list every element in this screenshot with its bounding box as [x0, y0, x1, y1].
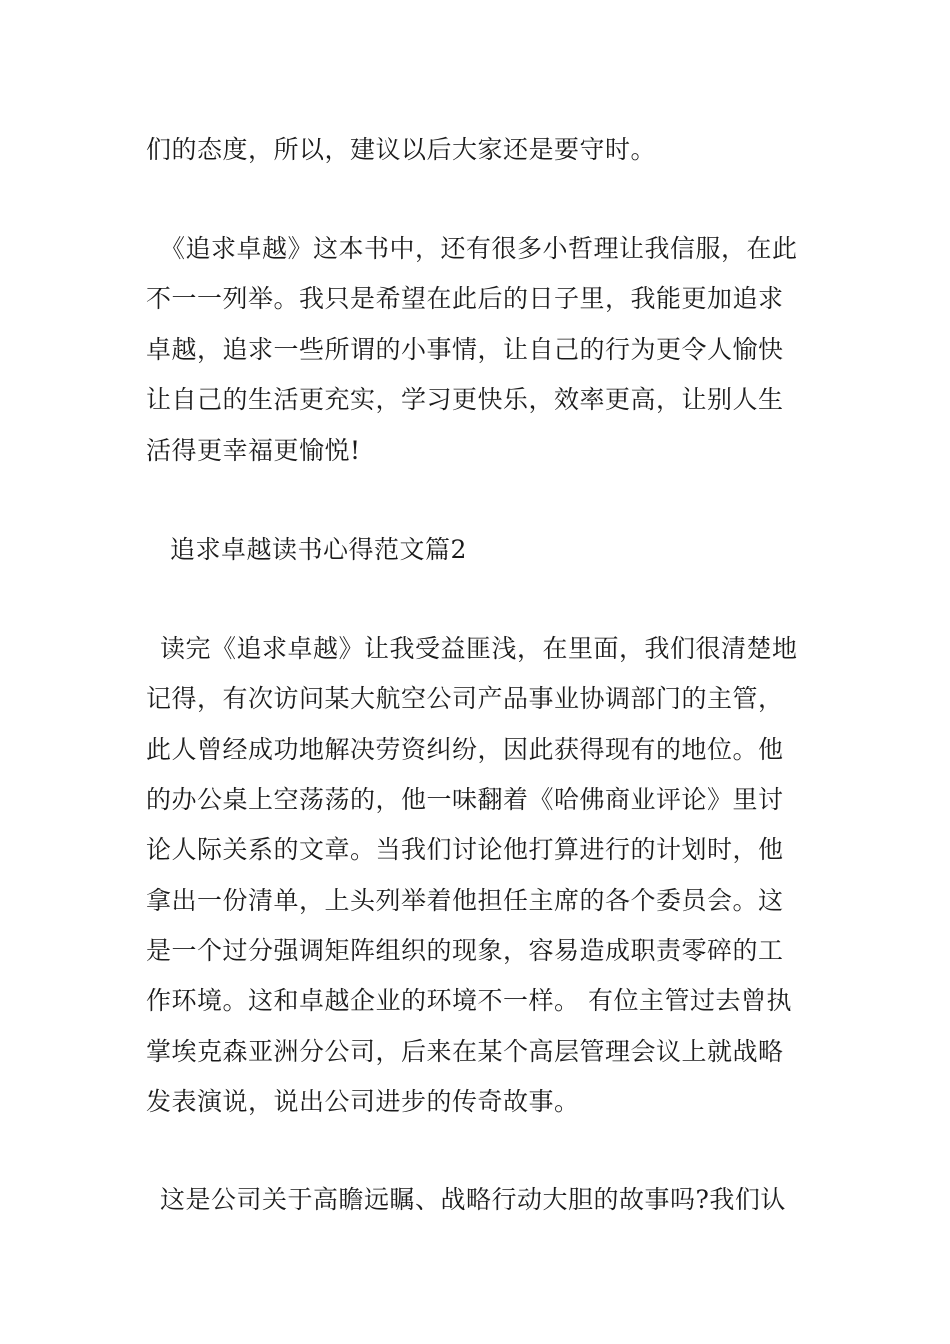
paragraph-line: 拿出一份清单，上头列举着他担任主席的各个委员会。这 — [146, 886, 784, 915]
paragraph-line: 让自己的生活更充实，学习更快乐，效率更高，让别人生 — [146, 385, 784, 414]
paragraph-line: 的办公桌上空荡荡的，他一味翻着《哈佛商业评论》里讨 — [146, 785, 784, 814]
paragraph-line: 掌埃克森亚洲分公司，后来在某个高层管理会议上就战略 — [146, 1037, 784, 1066]
paragraph-line: 发表演说，说出公司进步的传奇故事。 — [146, 1087, 580, 1116]
paragraph-line: 记得，有次访问某大航空公司产品事业协调部门的主管， — [146, 684, 784, 713]
paragraph-line: 是一个过分强调矩阵组织的现象，容易造成职责零碎的工 — [146, 936, 784, 965]
section-heading: 追求卓越读书心得范文篇2 — [170, 535, 467, 564]
paragraph-line: 这是公司关于高瞻远瞩、战略行动大胆的故事吗?我们认 — [160, 1185, 786, 1214]
paragraph-line: 卓越，追求一些所谓的小事情，让自己的行为更令人愉快 — [146, 335, 784, 364]
paragraph-line: 此人曾经成功地解决劳资纠纷，因此获得现有的地位。他 — [146, 735, 784, 764]
paragraph-line: 不一一列举。我只是希望在此后的日子里，我能更加追求 — [146, 284, 784, 313]
paragraph-line: 《追求卓越》这本书中，还有很多小哲理让我信服，在此 — [160, 234, 798, 263]
paragraph-line: 作环境。这和卓越企业的环境不一样。 有位主管过去曾执 — [146, 986, 792, 1015]
paragraph-line: 论人际关系的文章。当我们讨论他打算进行的计划时，他 — [146, 835, 784, 864]
paragraph-line: 活得更幸福更愉悦! — [146, 436, 361, 465]
paragraph-line: 们的态度，所以，建议以后大家还是要守时。 — [146, 135, 657, 164]
paragraph-line: 读完《追求卓越》让我受益匪浅，在里面，我们很清楚地 — [160, 634, 798, 663]
